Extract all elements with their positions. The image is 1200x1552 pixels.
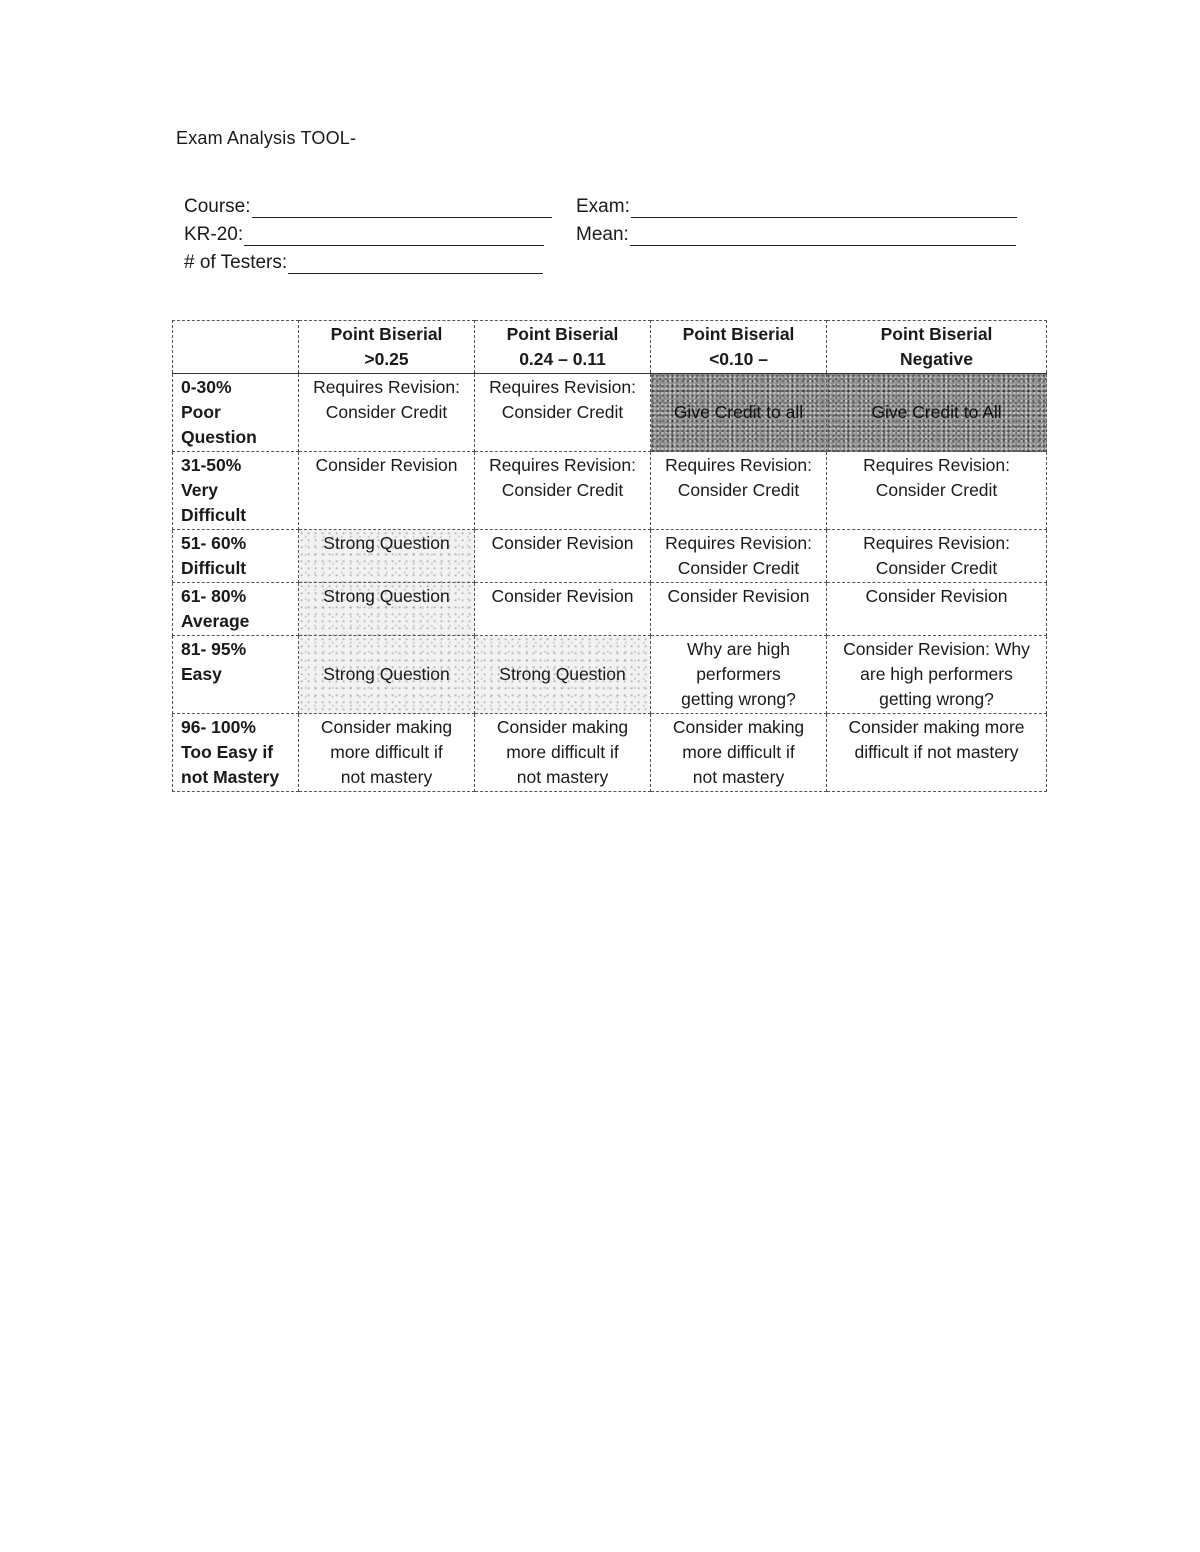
- kr20-label: KR-20:: [184, 224, 244, 245]
- table-cell: Requires Revision: Consider Credit: [827, 530, 1047, 583]
- table-cell-shaded-dark: Give Credit to all: [651, 374, 827, 452]
- table-cell: Requires Revision: Consider Credit: [475, 374, 651, 452]
- table-cell-shaded-light: Strong Question: [299, 583, 475, 636]
- table-cell: Consider Revision: [475, 583, 651, 636]
- analysis-table: [172, 320, 1047, 792]
- table-cell-shaded-dark: Give Credit to All: [827, 374, 1047, 452]
- header-corner-cell: [173, 321, 299, 374]
- table-cell: Consider Revision: [651, 583, 827, 636]
- row-label-average: 61- 80% Average: [173, 583, 299, 636]
- header-line: Point Biserial: [880, 324, 993, 344]
- header-cell-pb-low: [651, 321, 827, 374]
- table-cell: Consider making more difficult if not mastery: [299, 714, 475, 792]
- table-cell-shaded-light: Strong Question: [299, 636, 475, 714]
- header-line: Point Biserial: [682, 324, 795, 344]
- table-cell: Why are high performers getting wrong?: [651, 636, 827, 714]
- table-cell: Consider Revision: Why are high performers getting wrong?: [827, 636, 1047, 714]
- header-cell-pb-mid: [475, 321, 651, 374]
- testers-blank-line[interactable]: [288, 255, 543, 274]
- row-label-too-easy: 96- 100% Too Easy if not Mastery: [173, 714, 299, 792]
- row-label-difficult: 51- 60% Difficult: [173, 530, 299, 583]
- mean-label: Mean:: [576, 224, 629, 245]
- header-range: >0.25: [364, 349, 409, 369]
- table-row: [173, 452, 1047, 530]
- exam-blank-line[interactable]: [631, 199, 1017, 218]
- table-cell: Requires Revision: Consider Credit: [827, 452, 1047, 530]
- kr20-blank-line[interactable]: [244, 227, 544, 246]
- testers-label: # of Testers:: [184, 252, 288, 273]
- course-field[interactable]: [184, 196, 552, 218]
- table-cell: Requires Revision: Consider Credit: [651, 530, 827, 583]
- table-cell: Requires Revision: Consider Credit: [475, 452, 651, 530]
- table-cell: Consider Revision: [827, 583, 1047, 636]
- table-row: [173, 374, 1047, 452]
- table-header-row: [173, 321, 1047, 374]
- header-cell-pb-high: [299, 321, 475, 374]
- header-cell-pb-negative: [827, 321, 1047, 374]
- mean-blank-line[interactable]: [630, 227, 1016, 246]
- kr20-field[interactable]: [184, 224, 544, 246]
- table-row: [173, 714, 1047, 792]
- header-range: <0.10 –: [709, 349, 768, 369]
- row-label-poor: 0-30% Poor Question: [173, 374, 299, 452]
- course-blank-line[interactable]: [252, 199, 552, 218]
- mean-field[interactable]: [576, 224, 1016, 246]
- table-cell: Consider making more difficult if not mastery: [651, 714, 827, 792]
- header-line: Point Biserial: [330, 324, 443, 344]
- table-row: [173, 530, 1047, 583]
- header-line: Point Biserial: [506, 324, 619, 344]
- table-cell: Consider Revision: [299, 452, 475, 530]
- table-cell-shaded-light: Strong Question: [299, 530, 475, 583]
- testers-field[interactable]: [184, 252, 543, 274]
- table-cell: Consider Revision: [475, 530, 651, 583]
- row-label-easy: 81- 95% Easy: [173, 636, 299, 714]
- exam-label: Exam:: [576, 196, 630, 217]
- exam-field[interactable]: [576, 196, 1017, 218]
- course-label: Course:: [184, 196, 251, 217]
- row-label-very-difficult: 31-50% Very Difficult: [173, 452, 299, 530]
- table-row: [173, 636, 1047, 714]
- table-cell: Requires Revision: Consider Credit: [651, 452, 827, 530]
- table-cell-shaded-light: Strong Question: [475, 636, 651, 714]
- table-row: [173, 583, 1047, 636]
- document-title: Exam Analysis TOOL-: [176, 128, 357, 148]
- header-range: 0.24 – 0.11: [519, 349, 606, 369]
- header-range: Negative: [900, 349, 973, 369]
- table-cell: Requires Revision: Consider Credit: [299, 374, 475, 452]
- table-cell: Consider making more difficult if not mastery: [827, 714, 1047, 792]
- table-cell: Consider making more difficult if not mastery: [475, 714, 651, 792]
